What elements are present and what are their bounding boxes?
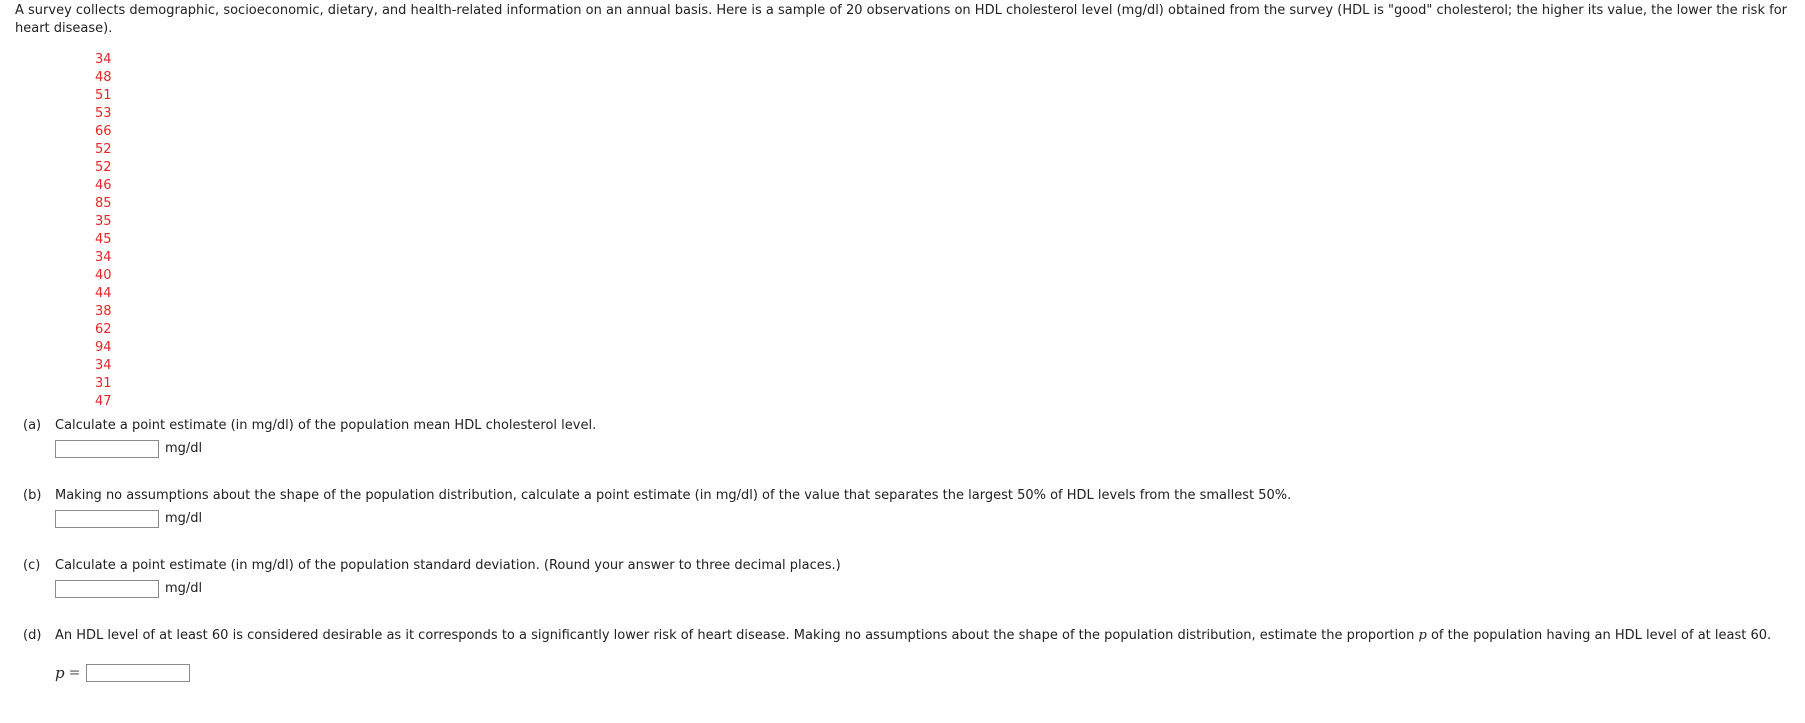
part-d-text-before: An HDL level of at least 60 is considered desirable as it corresponds to a significantly lower risk of heart disease. Making no assumptions about the shape of the population distribution, estimate the proportion bbox=[55, 628, 1415, 643]
part-c-label: (c) bbox=[23, 558, 41, 573]
part-b-text: Making no assumptions about the shape of the population distribution, calculate a point estimate (in mg/dl) of the value that separates the largest 50% of HDL levels from the smallest 50%. bbox=[55, 488, 1292, 503]
list-item: 38 bbox=[95, 304, 112, 319]
part-c-text: Calculate a point estimate (in mg/dl) of the population standard deviation. (Round your answer to three decimal places.) bbox=[55, 558, 841, 573]
list-item: 52 bbox=[95, 142, 112, 157]
part-b-input[interactable] bbox=[55, 510, 159, 528]
list-item: 31 bbox=[95, 376, 112, 391]
part-c-unit: mg/dl bbox=[165, 581, 203, 596]
list-item: 62 bbox=[95, 322, 112, 337]
part-a-label: (a) bbox=[23, 418, 42, 433]
list-item: 94 bbox=[95, 340, 112, 355]
part-b-unit: mg/dl bbox=[165, 511, 203, 526]
problem-intro: A survey collects demographic, socioeconomic, dietary, and health-related information on an annual basis. Here is a sample of 20 observations on HDL cholesterol level (mg/dl) obtained from the survey (HDL is "good" cholesterol; the higher its value, the lower the risk for heart disease). bbox=[15, 3, 1787, 36]
list-item: 47 bbox=[95, 394, 112, 409]
part-c-input[interactable] bbox=[55, 580, 159, 598]
observation-list bbox=[95, 51, 112, 411]
list-item: 35 bbox=[95, 214, 112, 229]
part-d bbox=[23, 627, 1803, 682]
part-d-answer-variable: p bbox=[55, 664, 65, 682]
list-item: 34 bbox=[95, 358, 112, 373]
part-b-question bbox=[23, 487, 1803, 505]
part-a-text: Calculate a point estimate (in mg/dl) of the population mean HDL cholesterol level. bbox=[55, 418, 597, 433]
list-item: 34 bbox=[95, 250, 112, 265]
part-d-input[interactable] bbox=[86, 664, 190, 682]
list-item: 66 bbox=[95, 124, 112, 139]
list-item: 85 bbox=[95, 196, 112, 211]
list-item: 53 bbox=[95, 106, 112, 121]
part-c bbox=[23, 557, 1803, 596]
list-item: 40 bbox=[95, 268, 112, 283]
list-item: 52 bbox=[95, 160, 112, 175]
list-item: 45 bbox=[95, 232, 112, 247]
part-b-answer-row bbox=[55, 510, 202, 528]
part-d-variable: p bbox=[1418, 628, 1427, 643]
part-d-answer-row bbox=[55, 664, 190, 682]
part-a-input[interactable] bbox=[55, 440, 159, 458]
list-item: 44 bbox=[95, 286, 112, 301]
part-b bbox=[23, 487, 1803, 526]
list-item: 51 bbox=[95, 88, 112, 103]
list-item: 34 bbox=[95, 52, 112, 67]
part-b-label: (b) bbox=[23, 488, 42, 503]
part-d-label: (d) bbox=[23, 628, 42, 643]
list-item: 46 bbox=[95, 178, 112, 193]
part-c-answer-row bbox=[55, 580, 202, 598]
part-c-question bbox=[23, 557, 1803, 575]
part-d-question bbox=[23, 627, 1803, 645]
equals-sign: = bbox=[68, 665, 81, 681]
part-a bbox=[23, 417, 1803, 456]
list-item: 48 bbox=[95, 70, 112, 85]
part-a-unit: mg/dl bbox=[165, 441, 203, 456]
part-a-answer-row bbox=[55, 440, 202, 458]
part-d-text-after: of the population having an HDL level of at least 60. bbox=[1430, 628, 1772, 643]
part-a-question bbox=[23, 417, 1803, 435]
